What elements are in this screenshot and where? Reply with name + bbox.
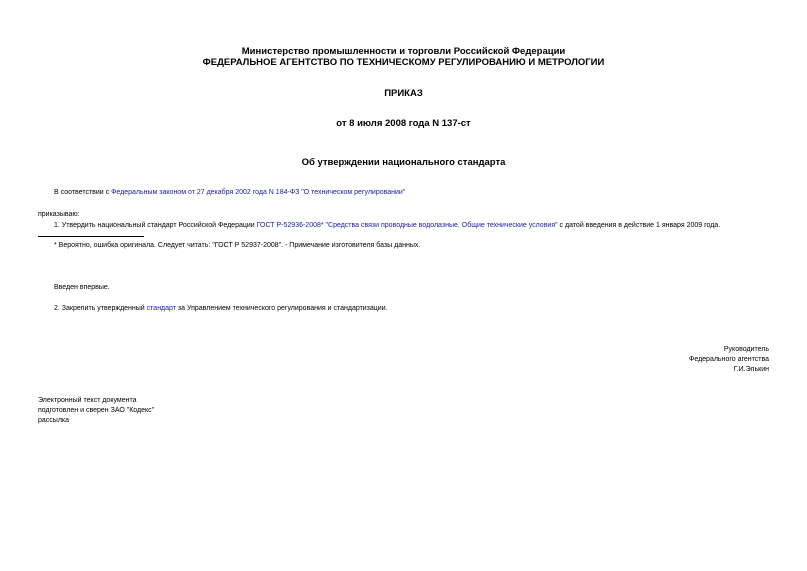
document-type: ПРИКАЗ: [384, 88, 423, 99]
item-2-suffix: за Управлением технического регулирования и стандартизации.: [175, 305, 388, 312]
federal-law-link[interactable]: Федеральным законом от 27 декабря 2002 года N 184-ФЗ "О техническом регулировании": [111, 189, 406, 196]
signature-title: Руководитель: [723, 346, 769, 353]
item-2-prefix: 2. Закрепить утвержденный: [54, 305, 147, 312]
intro-prefix: В соответствии с: [54, 189, 112, 196]
intro-paragraph: [54, 188, 405, 197]
item-1-suffix: с датой введения в действие 1 января 2009 года.: [557, 222, 721, 229]
signature-agency: Федерального агентства: [689, 356, 769, 363]
footnote: * Вероятно, ошибка оригинала. Следует читать: "ГОСТ Р 52937-2008". - Примечание изготовителя базы данных.: [54, 242, 421, 249]
standard-link[interactable]: стандарт: [146, 305, 176, 312]
order-word: приказываю:: [38, 211, 80, 218]
gost-link[interactable]: ГОСТ Р-52936-2008*: [256, 222, 324, 229]
signature-name: Г.И.Элькин: [733, 366, 769, 373]
ministry-name: Министерство промышленности и торговли Российской Федерации: [241, 46, 566, 57]
agency-name: ФЕДЕРАЛЬНОЕ АГЕНТСТВО ПО ТЕХНИЧЕСКОМУ РЕГУЛИРОВАНИЮ И МЕТРОЛОГИИ: [202, 57, 605, 68]
item-1-prefix: 1. Утвердить национальный стандарт Российской Федерации: [54, 222, 257, 229]
item-2: [54, 304, 388, 313]
standard-title-link[interactable]: "Средства связи проводные водолазные. Общие технические условия": [323, 222, 558, 229]
footer-line-2: подготовлен и сверен ЗАО "Кодекс": [38, 407, 155, 414]
document-date-number: от 8 июля 2008 года N 137-ст: [336, 118, 471, 129]
footer-line-1: Электронный текст документа: [38, 397, 137, 404]
document-title: Об утверждении национального стандарта: [301, 157, 506, 168]
first-time-note: Введен впервые.: [54, 284, 110, 291]
footnote-divider: [38, 236, 144, 237]
footer-line-3: рассылка: [38, 417, 70, 424]
item-1: [54, 221, 720, 230]
